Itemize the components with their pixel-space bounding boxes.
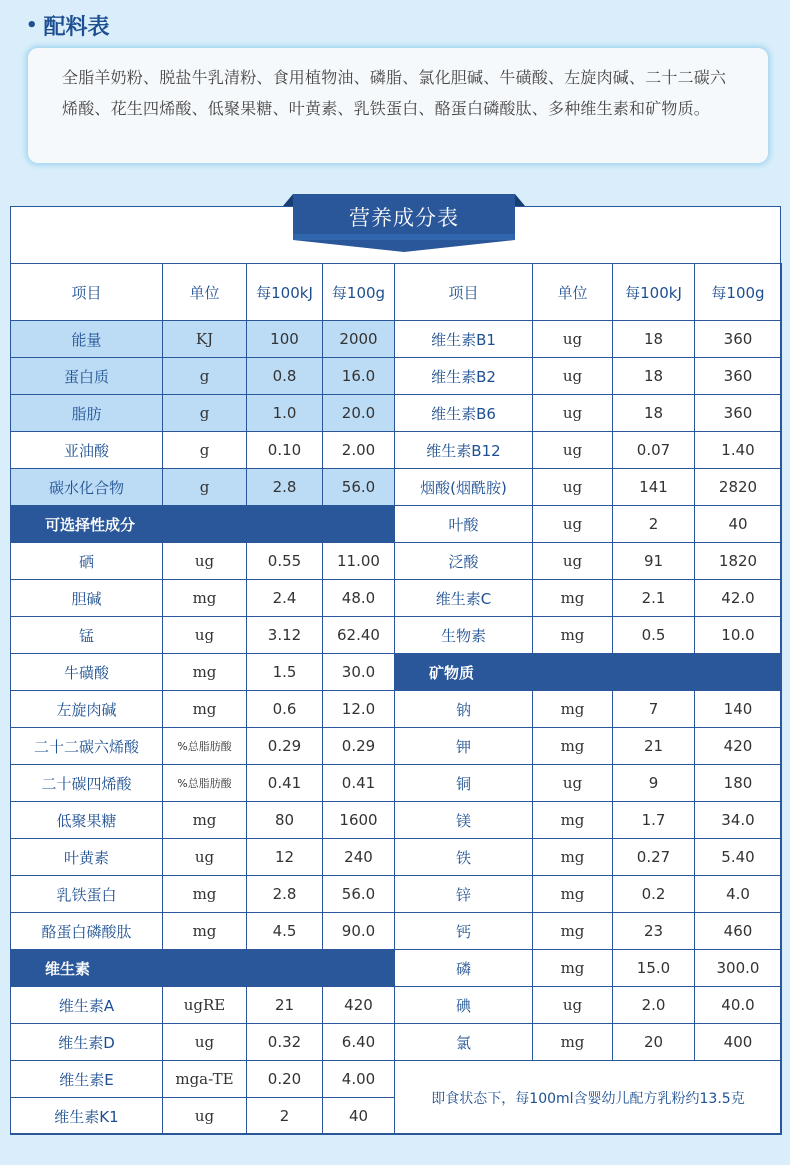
left-nutrient-name: 叶黄素 — [11, 839, 163, 876]
left-nutrient-name: 二十二碳六烯酸 — [11, 728, 163, 765]
table-row — [11, 432, 782, 469]
left-value-per-100g: 90.0 — [323, 913, 395, 950]
right-nutrient-unit: ug — [533, 432, 613, 469]
left-value-per-100g: 4.00 — [323, 1061, 395, 1098]
ingredients-card — [28, 48, 768, 163]
right-nutrient-unit: ug — [533, 358, 613, 395]
left-nutrient-unit: g — [163, 358, 247, 395]
left-nutrient-unit: mg — [163, 654, 247, 691]
left-value-per-100kj: 1.0 — [247, 395, 323, 432]
table-row — [11, 802, 782, 839]
right-value-per-100kj: 0.2 — [613, 876, 695, 913]
right-nutrient-name: 铁 — [395, 839, 533, 876]
left-value-per-100kj: 2.4 — [247, 580, 323, 617]
left-nutrient-unit: ug — [163, 543, 247, 580]
left-nutrient-name: 酪蛋白磷酸肽 — [11, 913, 163, 950]
left-value-per-100g: 56.0 — [323, 469, 395, 506]
left-nutrient-unit: ug — [163, 617, 247, 654]
right-value-per-100g: 40 — [695, 506, 782, 543]
right-value-per-100kj: 15.0 — [613, 950, 695, 987]
right-nutrient-unit: mg — [533, 802, 613, 839]
section-header: 可选择性成分 — [11, 506, 395, 543]
nutrition-title: 营养成分表 — [349, 206, 459, 230]
table-row — [11, 1061, 782, 1098]
nutrition-banner — [283, 194, 525, 254]
left-nutrient-name: 蛋白质 — [11, 358, 163, 395]
left-nutrient-unit: mg — [163, 913, 247, 950]
left-value-per-100g: 56.0 — [323, 876, 395, 913]
left-nutrient-name: 能量 — [11, 321, 163, 358]
left-value-per-100kj: 80 — [247, 802, 323, 839]
left-value-per-100kj: 2.8 — [247, 876, 323, 913]
right-nutrient-unit: mg — [533, 691, 613, 728]
left-value-per-100kj: 0.55 — [247, 543, 323, 580]
right-nutrient-name: 氯 — [395, 1024, 533, 1061]
right-value-per-100g: 300.0 — [695, 950, 782, 987]
left-nutrient-name: 维生素D — [11, 1024, 163, 1061]
left-value-per-100g: 48.0 — [323, 580, 395, 617]
right-value-per-100kj: 18 — [613, 321, 695, 358]
ingredients-title: 配料表 — [43, 15, 110, 40]
left-nutrient-name: 维生素E — [11, 1061, 163, 1098]
table-header-row — [11, 264, 782, 321]
ingredients-heading — [26, 10, 110, 41]
column-header: 每100kJ — [247, 264, 323, 321]
column-header: 每100g — [695, 264, 782, 321]
left-value-per-100g: 62.40 — [323, 617, 395, 654]
left-nutrient-name: 维生素A — [11, 987, 163, 1024]
right-value-per-100g: 360 — [695, 358, 782, 395]
right-value-per-100g: 10.0 — [695, 617, 782, 654]
left-value-per-100kj: 1.5 — [247, 654, 323, 691]
serving-note: 即食状态下，每100ml含婴幼儿配方乳粉约13.5克 — [395, 1061, 782, 1135]
right-value-per-100kj: 9 — [613, 765, 695, 802]
column-header: 单位 — [163, 264, 247, 321]
right-value-per-100kj: 0.07 — [613, 432, 695, 469]
table-row — [11, 1024, 782, 1061]
column-header: 项目 — [395, 264, 533, 321]
right-nutrient-unit: ug — [533, 321, 613, 358]
right-value-per-100g: 420 — [695, 728, 782, 765]
table-row — [11, 543, 782, 580]
left-nutrient-name: 维生素K1 — [11, 1098, 163, 1135]
bullet-icon: • — [26, 15, 38, 36]
left-nutrient-unit: mg — [163, 691, 247, 728]
right-value-per-100g: 360 — [695, 321, 782, 358]
right-value-per-100g: 400 — [695, 1024, 782, 1061]
right-value-per-100kj: 18 — [613, 358, 695, 395]
left-value-per-100kj: 0.6 — [247, 691, 323, 728]
left-value-per-100g: 16.0 — [323, 358, 395, 395]
column-header: 每100g — [323, 264, 395, 321]
section-header: 维生素 — [11, 950, 395, 987]
section-header: 矿物质 — [395, 654, 782, 691]
right-nutrient-unit: mg — [533, 876, 613, 913]
ingredients-text: 全脂羊奶粉、脱盐牛乳清粉、食用植物油、磷脂、氯化胆碱、牛磺酸、左旋肉碱、二十二碳六烯酸、花生四烯酸、低聚果糖、叶黄素、乳铁蛋白、酪蛋白磷酸肽、多种维生素和矿物质。 — [62, 68, 727, 118]
left-value-per-100kj: 0.29 — [247, 728, 323, 765]
column-header: 单位 — [533, 264, 613, 321]
right-value-per-100kj: 20 — [613, 1024, 695, 1061]
left-nutrient-name: 低聚果糖 — [11, 802, 163, 839]
table-row — [11, 580, 782, 617]
left-nutrient-name: 亚油酸 — [11, 432, 163, 469]
left-value-per-100g: 11.00 — [323, 543, 395, 580]
left-value-per-100kj: 12 — [247, 839, 323, 876]
left-nutrient-unit: g — [163, 469, 247, 506]
left-value-per-100kj: 2.8 — [247, 469, 323, 506]
left-nutrient-unit: ug — [163, 1098, 247, 1135]
right-value-per-100g: 460 — [695, 913, 782, 950]
right-nutrient-unit: mg — [533, 950, 613, 987]
right-nutrient-name: 钠 — [395, 691, 533, 728]
right-nutrient-unit: mg — [533, 913, 613, 950]
nutrition-table-panel — [10, 206, 781, 1134]
right-value-per-100g: 42.0 — [695, 580, 782, 617]
table-row — [11, 506, 782, 543]
nutrition-table — [10, 263, 782, 1135]
left-nutrient-name: 乳铁蛋白 — [11, 876, 163, 913]
left-value-per-100kj: 0.8 — [247, 358, 323, 395]
left-value-per-100kj: 3.12 — [247, 617, 323, 654]
right-nutrient-name: 镁 — [395, 802, 533, 839]
table-row — [11, 728, 782, 765]
table-row — [11, 950, 782, 987]
left-value-per-100g: 2.00 — [323, 432, 395, 469]
right-nutrient-name: 碘 — [395, 987, 533, 1024]
left-value-per-100g: 2000 — [323, 321, 395, 358]
table-row — [11, 469, 782, 506]
left-nutrient-name: 胆碱 — [11, 580, 163, 617]
left-nutrient-unit: %总脂肪酸 — [163, 765, 247, 802]
right-nutrient-unit: ug — [533, 469, 613, 506]
column-header: 项目 — [11, 264, 163, 321]
right-value-per-100kj: 21 — [613, 728, 695, 765]
right-value-per-100g: 1820 — [695, 543, 782, 580]
right-value-per-100kj: 141 — [613, 469, 695, 506]
right-value-per-100kj: 2 — [613, 506, 695, 543]
table-row — [11, 358, 782, 395]
right-value-per-100g: 360 — [695, 395, 782, 432]
left-value-per-100g: 12.0 — [323, 691, 395, 728]
right-nutrient-unit: mg — [533, 580, 613, 617]
right-value-per-100kj: 91 — [613, 543, 695, 580]
right-nutrient-unit: ug — [533, 987, 613, 1024]
left-nutrient-unit: ug — [163, 839, 247, 876]
table-row — [11, 765, 782, 802]
left-nutrient-name: 牛磺酸 — [11, 654, 163, 691]
left-nutrient-unit: g — [163, 432, 247, 469]
table-row — [11, 691, 782, 728]
left-value-per-100kj: 4.5 — [247, 913, 323, 950]
left-value-per-100g: 420 — [323, 987, 395, 1024]
right-value-per-100kj: 2.0 — [613, 987, 695, 1024]
right-nutrient-unit: ug — [533, 506, 613, 543]
left-nutrient-unit: mg — [163, 802, 247, 839]
right-nutrient-name: 烟酸(烟酰胺) — [395, 469, 533, 506]
right-value-per-100kj: 0.5 — [613, 617, 695, 654]
right-nutrient-name: 维生素B6 — [395, 395, 533, 432]
left-nutrient-name: 锰 — [11, 617, 163, 654]
right-nutrient-unit: mg — [533, 839, 613, 876]
column-header: 每100kJ — [613, 264, 695, 321]
right-value-per-100kj: 18 — [613, 395, 695, 432]
right-nutrient-unit: mg — [533, 1024, 613, 1061]
left-value-per-100kj: 0.20 — [247, 1061, 323, 1098]
table-row — [11, 987, 782, 1024]
left-value-per-100g: 1600 — [323, 802, 395, 839]
right-nutrient-name: 铜 — [395, 765, 533, 802]
right-nutrient-name: 锌 — [395, 876, 533, 913]
table-row — [11, 617, 782, 654]
left-value-per-100kj: 0.32 — [247, 1024, 323, 1061]
right-nutrient-name: 钾 — [395, 728, 533, 765]
right-nutrient-name: 维生素B2 — [395, 358, 533, 395]
left-value-per-100kj: 21 — [247, 987, 323, 1024]
right-nutrient-name: 维生素C — [395, 580, 533, 617]
left-nutrient-unit: g — [163, 395, 247, 432]
left-nutrient-unit: mg — [163, 876, 247, 913]
left-nutrient-name: 硒 — [11, 543, 163, 580]
left-value-per-100g: 40 — [323, 1098, 395, 1135]
right-nutrient-unit: ug — [533, 765, 613, 802]
right-nutrient-name: 叶酸 — [395, 506, 533, 543]
right-nutrient-unit: ug — [533, 543, 613, 580]
left-value-per-100kj: 2 — [247, 1098, 323, 1135]
right-nutrient-name: 磷 — [395, 950, 533, 987]
left-nutrient-name: 左旋肉碱 — [11, 691, 163, 728]
right-value-per-100g: 140 — [695, 691, 782, 728]
left-value-per-100kj: 0.10 — [247, 432, 323, 469]
right-nutrient-unit: mg — [533, 728, 613, 765]
table-row — [11, 395, 782, 432]
table-row — [11, 321, 782, 358]
left-value-per-100kj: 100 — [247, 321, 323, 358]
right-value-per-100g: 40.0 — [695, 987, 782, 1024]
table-row — [11, 876, 782, 913]
left-nutrient-unit: mga-TE — [163, 1061, 247, 1098]
right-value-per-100g: 180 — [695, 765, 782, 802]
right-value-per-100kj: 23 — [613, 913, 695, 950]
right-value-per-100kj: 7 — [613, 691, 695, 728]
left-value-per-100g: 20.0 — [323, 395, 395, 432]
left-value-per-100g: 0.29 — [323, 728, 395, 765]
right-nutrient-name: 维生素B1 — [395, 321, 533, 358]
right-value-per-100g: 4.0 — [695, 876, 782, 913]
right-nutrient-name: 钙 — [395, 913, 533, 950]
left-nutrient-unit: mg — [163, 580, 247, 617]
left-nutrient-name: 碳水化合物 — [11, 469, 163, 506]
left-nutrient-unit: %总脂肪酸 — [163, 728, 247, 765]
left-value-per-100kj: 0.41 — [247, 765, 323, 802]
right-nutrient-name: 维生素B12 — [395, 432, 533, 469]
right-value-per-100g: 1.40 — [695, 432, 782, 469]
right-nutrient-name: 泛酸 — [395, 543, 533, 580]
left-value-per-100g: 6.40 — [323, 1024, 395, 1061]
right-value-per-100kj: 1.7 — [613, 802, 695, 839]
table-row — [11, 913, 782, 950]
left-nutrient-unit: KJ — [163, 321, 247, 358]
right-value-per-100kj: 2.1 — [613, 580, 695, 617]
left-nutrient-name: 二十碳四烯酸 — [11, 765, 163, 802]
left-nutrient-unit: ug — [163, 1024, 247, 1061]
left-nutrient-name: 脂肪 — [11, 395, 163, 432]
left-value-per-100g: 0.41 — [323, 765, 395, 802]
table-row — [11, 654, 782, 691]
left-nutrient-unit: ugRE — [163, 987, 247, 1024]
right-nutrient-name: 生物素 — [395, 617, 533, 654]
right-value-per-100g: 34.0 — [695, 802, 782, 839]
right-nutrient-unit: mg — [533, 617, 613, 654]
right-value-per-100g: 5.40 — [695, 839, 782, 876]
right-nutrient-unit: ug — [533, 395, 613, 432]
left-value-per-100g: 30.0 — [323, 654, 395, 691]
table-row — [11, 839, 782, 876]
right-value-per-100g: 2820 — [695, 469, 782, 506]
right-value-per-100kj: 0.27 — [613, 839, 695, 876]
left-value-per-100g: 240 — [323, 839, 395, 876]
